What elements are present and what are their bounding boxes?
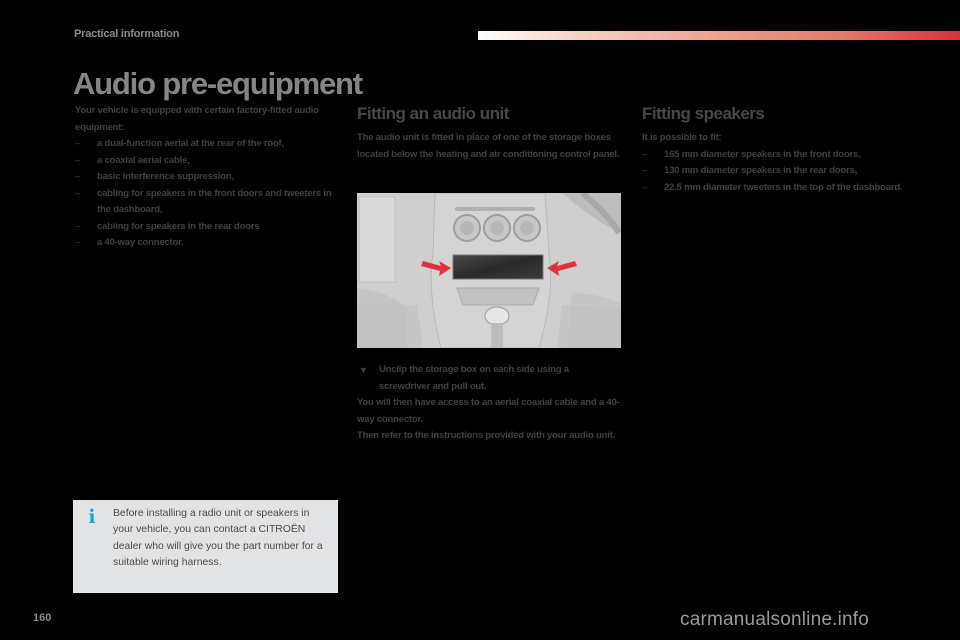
list-item: – a dual-function aerial at the rear of the roof, <box>75 136 345 153</box>
list-item: – basic interference suppression, <box>75 169 345 186</box>
right-column <box>642 104 922 196</box>
list-item: – a 40-way connector. <box>75 235 345 252</box>
page-title: Audio pre-equipment <box>73 66 362 101</box>
section-label: Practical information <box>74 28 180 40</box>
page-number: 160 <box>33 612 52 624</box>
fitting-audio-intro: The audio unit is fitted in place of one of the storage boxes located below the heating and air conditioning control panel. <box>357 132 620 160</box>
middle-column <box>357 104 622 163</box>
followup-instructions: Then refer to the instructions provided with your audio unit. <box>357 430 616 441</box>
fitting-audio-heading: Fitting an audio unit <box>357 104 509 123</box>
info-icon: i <box>88 506 96 528</box>
watermark: carmanualsonline.info <box>680 609 870 630</box>
equipment-intro: Your vehicle is equipped with certain factory-fitted audio equipment: <box>75 105 319 133</box>
list-item: – 130 mm diameter speakers in the rear doors, <box>642 163 922 180</box>
fitting-speakers-heading: Fitting speakers <box>642 104 765 123</box>
step-unclip <box>357 362 622 395</box>
followup-access: You will then have access to an aerial coaxial cable and a 40-way connector. <box>357 397 620 425</box>
list-item: – a coaxial aerial cable, <box>75 153 345 170</box>
header-gradient-bar <box>478 31 960 40</box>
fitting-audio-steps <box>357 362 622 445</box>
list-item: – cabling for speakers in the front doors and tweeters in the dashboard, <box>75 186 345 219</box>
console-illustration <box>357 193 621 348</box>
info-note-box <box>73 500 338 593</box>
left-column <box>75 104 345 252</box>
equipment-list <box>75 136 345 252</box>
speaker-list <box>642 147 922 197</box>
step-text: Unclip the storage box on each side using a screwdriver and pull out. <box>379 364 569 392</box>
list-item: – 165 mm diameter speakers in the front doors, <box>642 147 922 164</box>
list-item: – cabling for speakers in the rear doors <box>75 219 345 236</box>
info-note-text: Before installing a radio unit or speakers in your vehicle, you can contact a CITROËN dealer who will give you the part number for a suitable wiring harness. <box>113 508 323 569</box>
fitting-speakers-intro: It is possible to fit: <box>642 132 722 143</box>
arrow-bullet-icon: ▼ <box>359 365 368 375</box>
list-item: – 22.5 mm diameter tweeters in the top of the dashboard. <box>642 180 922 197</box>
